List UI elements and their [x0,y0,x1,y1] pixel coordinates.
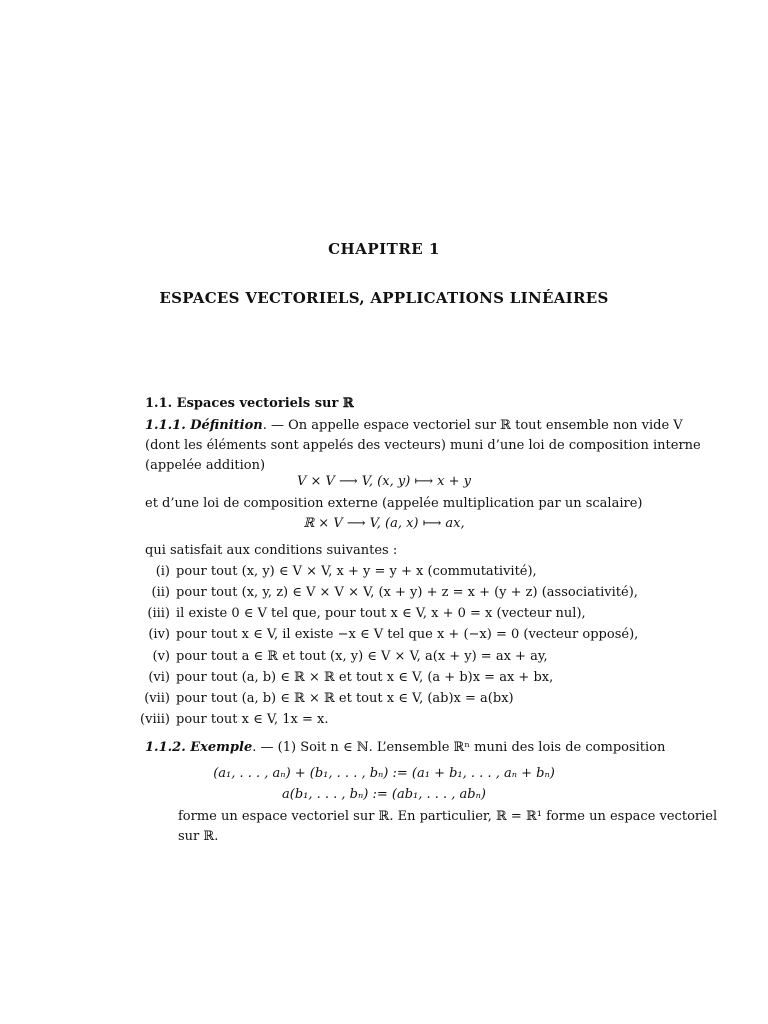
formula-external-law: ℝ × V ⟶ V, (a, x) ⟼ ax, [303,516,465,531]
definition-line-4: et d’une loi de composition externe (appelée multiplication par un scalaire) [145,496,643,511]
chapter-title: ESPACES VECTORIELS, APPLICATIONS LINÉAIRES [159,289,609,307]
example-line-1 [145,740,665,755]
condition-item: (iv) pour tout x ∈ V, il existe −x ∈ V tel que x + (−x) = 0 (vecteur opposé), [148,627,639,642]
example-dash: . — [252,740,278,755]
condition-item: (v) pour tout a ∈ ℝ et tout (x, y) ∈ V × V, a(x + y) = ax + ay, [152,649,548,664]
definition-dash: . — [262,418,289,433]
formula-vector-addition: (a₁, . . . , aₙ) + (b₁, . . . , bₙ) := (a₁ + b₁, . . . , aₙ + bₙ) [213,766,555,781]
condition-item: (iii) il existe 0 ∈ V tel que, pour tout x ∈ V, x + 0 = x (vecteur nul), [147,606,586,621]
example-line-2: forme un espace vectoriel sur ℝ. En particulier, ℝ = ℝ¹ forme un espace vectoriel [178,809,718,824]
formula-internal-law: V × V ⟶ V, (x, y) ⟼ x + y [296,474,472,489]
definition-text-1: On appelle espace vectoriel sur ℝ tout ensemble non vide V [288,418,683,433]
definition-line-3: (appelée addition) [145,458,266,473]
example-line-3: sur ℝ. [178,829,219,844]
formula-scalar-multiplication: a(b₁, . . . , bₙ) := (ab₁, . . . , abₙ) [282,787,486,802]
definition-label: 1.1.1. Définition [145,418,263,433]
chapter-number: CHAPITRE 1 [328,240,440,258]
section-heading: 1.1. Espaces vectoriels sur ℝ [145,396,354,411]
condition-item: (vi) pour tout (a, b) ∈ ℝ × ℝ et tout x ∈ V, (a + b)x = ax + bx, [148,670,554,685]
definition-line-2: (dont les éléments sont appelés des vecteurs) muni d’une loi de composition interne [145,438,701,453]
condition-item: (i) pour tout (x, y) ∈ V × V, x + y = y + x (commutativité), [155,564,537,579]
definition-line-1 [145,418,683,433]
condition-item: (ii) pour tout (x, y, z) ∈ V × V × V, (x + y) + z = x + (y + z) (associativité), [151,585,638,600]
definition-line-5: qui satisfait aux conditions suivantes : [145,543,398,558]
condition-item: (vii) pour tout (a, b) ∈ ℝ × ℝ et tout x ∈ V, (ab)x = a(bx) [144,691,514,706]
condition-item: (viii) pour tout x ∈ V, 1x = x. [140,712,329,727]
example-text-1: (1) Soit n ∈ ℕ. L’ensemble ℝⁿ muni des lois de composition [277,740,666,755]
example-label: 1.1.2. Exemple [145,740,253,755]
